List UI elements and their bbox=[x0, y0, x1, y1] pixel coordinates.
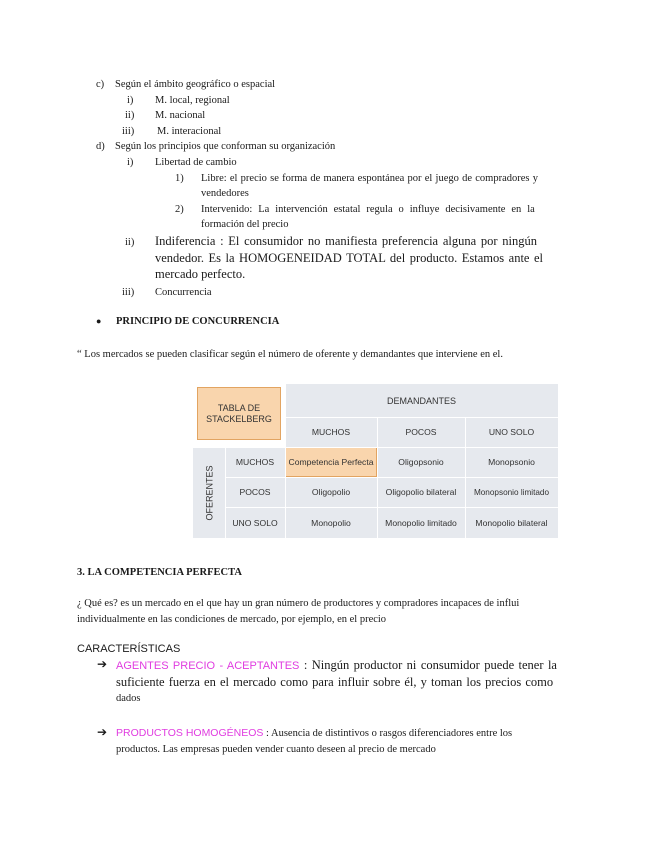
sublist-marker: 1) bbox=[175, 173, 184, 184]
caracteristicas-label: CARACTERÍSTICAS bbox=[77, 643, 181, 655]
section-3-heading: 3. LA COMPETENCIA PERFECTA bbox=[77, 567, 242, 578]
list-item: Libertad de cambio bbox=[155, 157, 237, 168]
definition-text: individualmente en las condiciones de mercado, por ejemplo, en el precio bbox=[77, 614, 387, 625]
characteristic-term: PRODUCTOS HOMOGÉNEOS bbox=[116, 727, 264, 739]
grid-line bbox=[225, 447, 226, 538]
row-header: MUCHOS bbox=[225, 447, 285, 477]
list-marker: i) bbox=[127, 95, 134, 106]
table-cell-highlight: Competencia Perfecta bbox=[285, 447, 377, 477]
principio-quote: “ Los mercados se pueden clasificar según el número de oferente y demandantes que interviene en el. bbox=[77, 349, 503, 360]
characteristic-line: productos. Las empresas pueden vender cuanto deseen al precio de mercado bbox=[116, 744, 436, 755]
characteristic-line bbox=[116, 657, 557, 675]
table-title-line: TABLA DE bbox=[217, 402, 261, 413]
list-item: mercado perfecto. bbox=[155, 267, 246, 281]
table-cell: Oligopsonio bbox=[377, 447, 465, 477]
row-header: POCOS bbox=[225, 477, 285, 507]
list-item: Indiferencia : El consumidor no manifiesta preferencia alguna por ningún bbox=[155, 234, 537, 248]
section-d-title: Según los principios que conforman su organización bbox=[115, 141, 336, 152]
table-title bbox=[197, 387, 281, 440]
characteristic-line bbox=[116, 726, 512, 742]
sublist-item-text: Intervenido: La intervención estatal regula o influye decisivamente en la bbox=[201, 204, 535, 215]
characteristic-term: AGENTES PRECIO - ACEPTANTES bbox=[116, 660, 300, 672]
table-title-line: STACKELBERG bbox=[206, 413, 272, 424]
oferentes-header bbox=[193, 447, 225, 538]
list-item: M. nacional bbox=[155, 110, 206, 121]
column-header: MUCHOS bbox=[285, 417, 377, 447]
oferentes-label: OFERENTES bbox=[204, 464, 215, 521]
list-item: M. interacional bbox=[157, 126, 222, 137]
table-cell: Monopsonio limitado bbox=[465, 477, 558, 507]
grid-line bbox=[193, 447, 558, 448]
column-header: UNO SOLO bbox=[465, 417, 558, 447]
row-header: UNO SOLO bbox=[225, 507, 285, 538]
sublist-marker: 2) bbox=[175, 204, 184, 215]
list-item: vendedor. Es la HOMOGENEIDAD TOTAL del producto. Estamos ante el bbox=[155, 251, 544, 265]
characteristic-line: suficiente fuerza en el mercado como para influir sobre él, y toman los precios como bbox=[116, 675, 554, 689]
table-cell: Monopolio bilateral bbox=[465, 507, 558, 538]
principio-heading: PRINCIPIO DE CONCURRENCIA bbox=[116, 316, 280, 327]
demandantes-header: DEMANDANTES bbox=[285, 384, 558, 417]
grid-line bbox=[225, 477, 558, 478]
list-item: M. local, regional bbox=[155, 95, 230, 106]
section-d-marker: d) bbox=[96, 141, 105, 152]
list-marker: iii) bbox=[122, 287, 135, 298]
stackelberg-table bbox=[193, 384, 558, 538]
arrow-icon: ➔ bbox=[97, 657, 108, 671]
list-marker: iii) bbox=[122, 126, 135, 137]
table-cell: Oligopolio bilateral bbox=[377, 477, 465, 507]
characteristic-line: dados bbox=[116, 693, 141, 704]
characteristic-text: : Ningún productor ni consumidor puede tener la bbox=[299, 658, 557, 672]
sublist-item-text: formación del precio bbox=[201, 219, 289, 230]
table-cell: Monopolio limitado bbox=[377, 507, 465, 538]
section-c-marker: c) bbox=[96, 79, 105, 90]
column-header: POCOS bbox=[377, 417, 465, 447]
list-item: Concurrencia bbox=[155, 287, 212, 298]
table-cell: Oligopolio bbox=[285, 477, 377, 507]
characteristic-text: : Ausencia de distintivos o rasgos diferenciadores entre los bbox=[263, 728, 513, 739]
list-marker: ii) bbox=[125, 237, 135, 248]
sublist-item-text: Libre: el precio se forma de manera espontánea por el juego de compradores y bbox=[201, 173, 538, 184]
section-c-title: Según el ámbito geográfico o espacial bbox=[115, 79, 276, 90]
grid-line bbox=[285, 384, 286, 538]
grid-line bbox=[225, 507, 558, 508]
table-cell: Monopsonio bbox=[465, 447, 558, 477]
definition-text: ¿ Qué es? es un mercado en el que hay un gran número de productores y compradores incapaces de influi bbox=[77, 598, 520, 609]
list-marker: ii) bbox=[125, 110, 135, 121]
grid-line bbox=[285, 417, 558, 418]
list-marker: i) bbox=[127, 157, 134, 168]
sublist-item-text: vendedores bbox=[201, 188, 249, 199]
arrow-icon: ➔ bbox=[97, 725, 108, 739]
bullet-icon: ● bbox=[96, 316, 102, 326]
table-cell: Monopolio bbox=[285, 507, 377, 538]
